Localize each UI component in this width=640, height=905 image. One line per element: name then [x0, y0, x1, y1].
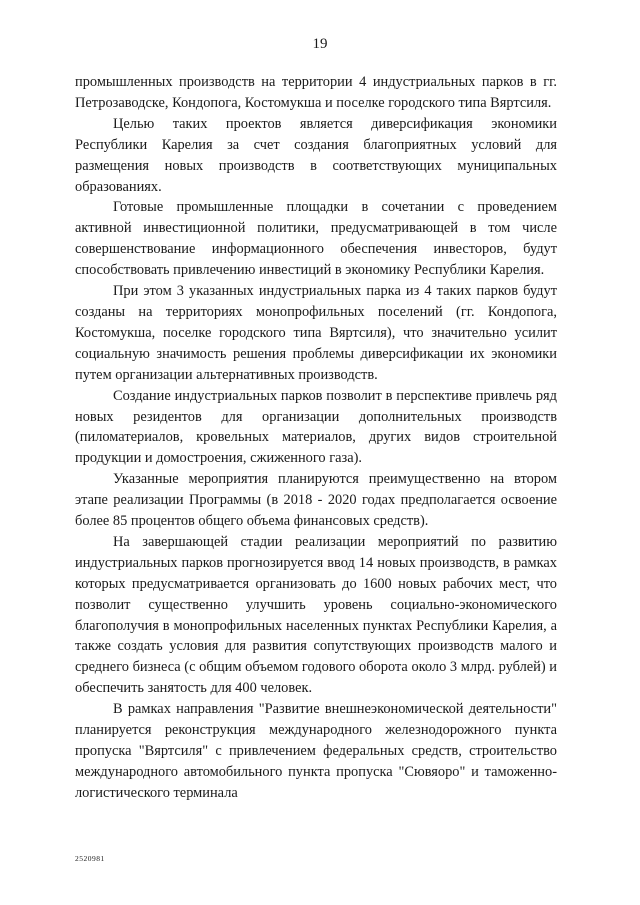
- paragraph-monotowns: При этом 3 указанных индустриальных парка из 4 таких парков будут созданы на территориях монопрофильных поселений (гг. Кондопога, Костомукша, поселке городского типа Вяртсиля), что значительно усилит социальную значимость решения проблемы диверсификации их экономики путем организации альтернативных производств.: [75, 283, 557, 383]
- paragraph-project-goal: Целью таких проектов является диверсификация экономики Республики Карелия за счет создания благоприятных условий для размещения новых производств в соответствующих муниципальных образованиях.: [75, 115, 557, 195]
- paragraph-final-stage: На завершающей стадии реализации мероприятий по развитию индустриальных парков прогнозируется ввод 14 новых производств, в рамках которых предусматривается организовать до 1600 новых рабочих мест, что позволит существенно улучшить уровень социально-экономического благополучия в монопрофильных населенных пунктах Республики Карелия, а также создать условия для развития сопутствующих производств малого и среднего бизнеса (с общим объемом годового оборота около 3 млрд. рублей) и обеспечить занятость для 400 человек.: [75, 533, 557, 697]
- paragraph-industrial-sites: Готовые промышленные площадки в сочетании с проведением активной инвестиционной политики, предусматривающей в том числе совершенствование информационного обеспечения инвесторов, будут способствовать привлечению инвестиций в экономику Республики Карелия.: [75, 199, 557, 279]
- paragraph-continuation: промышленных производств на территории 4 индустриальных парков в гг. Петрозаводске, Кондопога, Костомукша и поселке городского типа Вяртсиля.: [75, 74, 557, 111]
- paragraph-program-stage: Указанные мероприятия планируются преимущественно на втором этапе реализации Программы (в 2018 - 2020 годах предполагается освоение более 85 процентов общего объема финансовых средств).: [75, 471, 557, 530]
- page-number: 19: [312, 36, 328, 52]
- paragraph-new-residents: Создание индустриальных парков позволит в перспективе привлечь ряд новых резидентов для организации дополнительных производств (пиломатериалов, кровельных материалов, других видов строительной продукции и домостроения, сжиженного газа).: [75, 387, 557, 467]
- document-code: 2520981: [75, 854, 105, 863]
- paragraph-foreign-trade: В рамках направления "Развитие внешнеэкономической деятельности" планируется реконструкция международного железнодорожного пункта пропуска "Вяртсиля" с привлечением федеральных средств, строительство международного автомобильного пункта пропуска "Сювяоро" и таможенно-логистического терминала: [75, 701, 557, 801]
- body-text: [75, 72, 557, 804]
